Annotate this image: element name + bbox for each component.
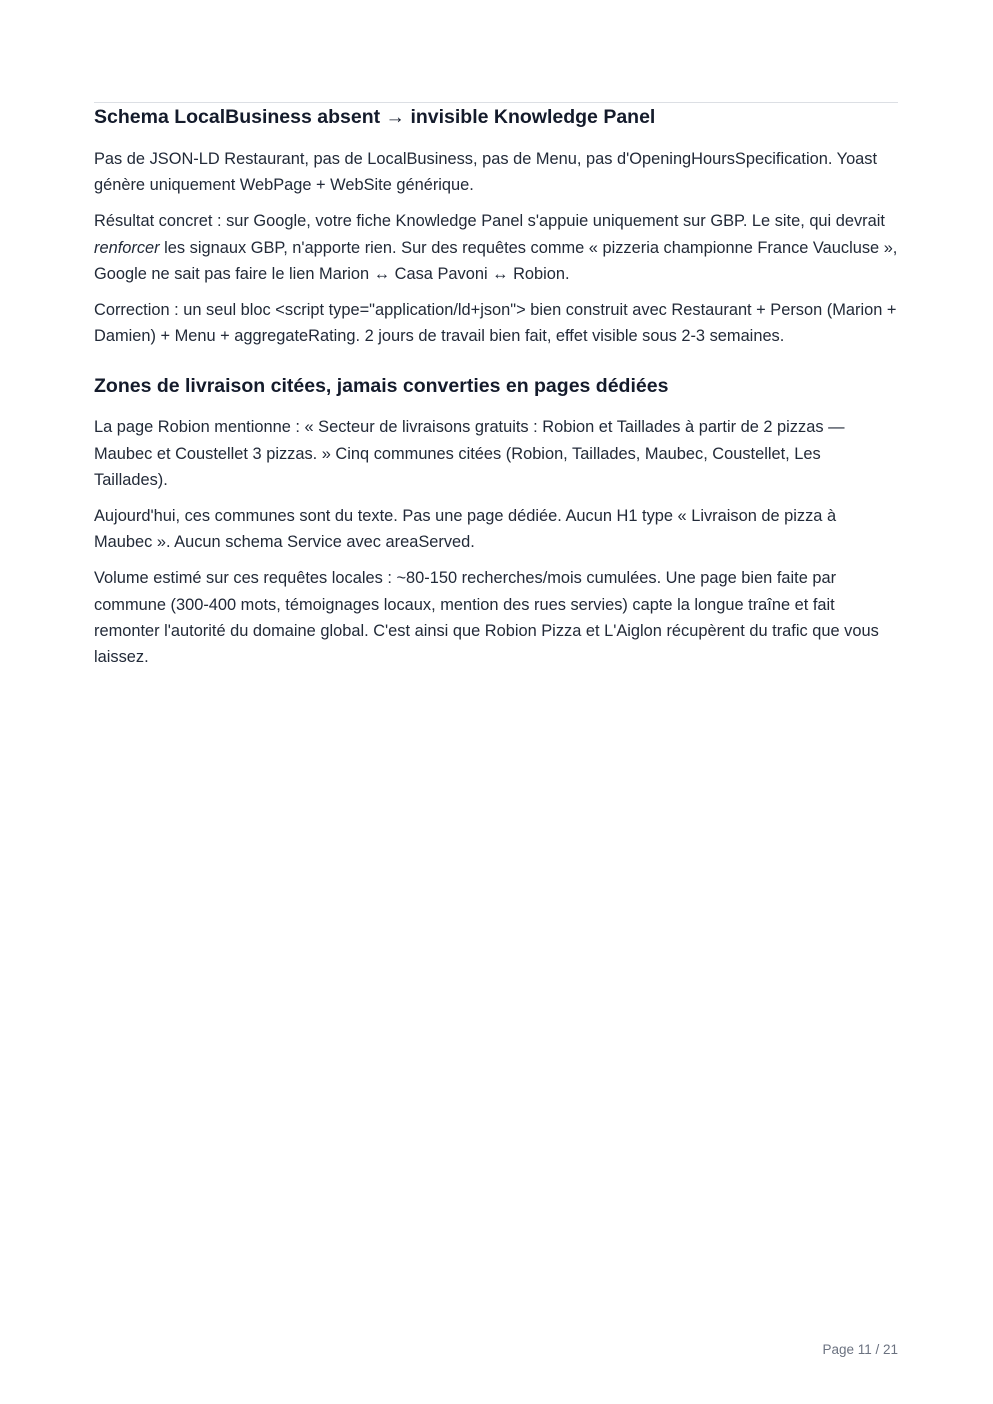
section-heading: Schema LocalBusiness absent → invisible Knowledge Panel bbox=[94, 106, 656, 128]
paragraph: Volume estimé sur ces requêtes locales : ~80-150 recherches/mois cumulées. Une page bien faite par commune (300-400 mots, témoignages locaux, mention des rues servies) capte la longue traîne et fait remonter l'autorité du domaine global. C'est ainsi que Robion Pizza et L'Aiglon récupèrent du trafic que vous laissez. bbox=[94, 569, 879, 667]
paragraph: Aujourd'hui, ces communes sont du texte. Pas une page dédiée. Aucun H1 type « Livraison de pizza à Maubec ». Aucun schema Service avec areaServed. bbox=[94, 507, 837, 552]
section-zones-livraison bbox=[94, 373, 898, 670]
emphasis-text: renforcer bbox=[94, 238, 160, 257]
section-heading: Zones de livraison citées, jamais converties en pages dédiées bbox=[94, 375, 669, 398]
top-divider bbox=[94, 102, 898, 103]
paragraph-text: les signaux GBP, n'apporte rien. Sur des requêtes comme « pizzeria championne France Vaucluse », Google ne sait pas faire le lien Marion ↔ Casa Pavoni ↔ Robion. bbox=[94, 238, 898, 283]
paragraph-text: Résultat concret : sur Google, votre fiche Knowledge Panel s'appuie uniquement sur GBP. Le site, qui devrait bbox=[94, 212, 885, 231]
document-page bbox=[94, 102, 898, 670]
paragraph: Pas de JSON-LD Restaurant, pas de LocalBusiness, pas de Menu, pas d'OpeningHoursSpecification. Yoast génère uniquement WebPage + WebSite générique. bbox=[94, 150, 878, 195]
paragraph: La page Robion mentionne : « Secteur de livraisons gratuits : Robion et Taillades à partir de 2 pizzas — Maubec et Coustellet 3 pizzas. » Cinq communes citées (Robion, Taillades, Maubec, Coustellet, Les Taillades). bbox=[94, 418, 845, 489]
section-schema-localbusiness bbox=[94, 104, 898, 349]
paragraph bbox=[94, 208, 898, 287]
page-number: Page 11 / 21 bbox=[822, 1342, 898, 1357]
paragraph: Correction : un seul bloc <script type="application/ld+json"> bien construit avec Restaurant + Person (Marion + Damien) + Menu + aggregateRating. 2 jours de travail bien fait, effet visible sous 2-3 semaines. bbox=[94, 301, 897, 346]
